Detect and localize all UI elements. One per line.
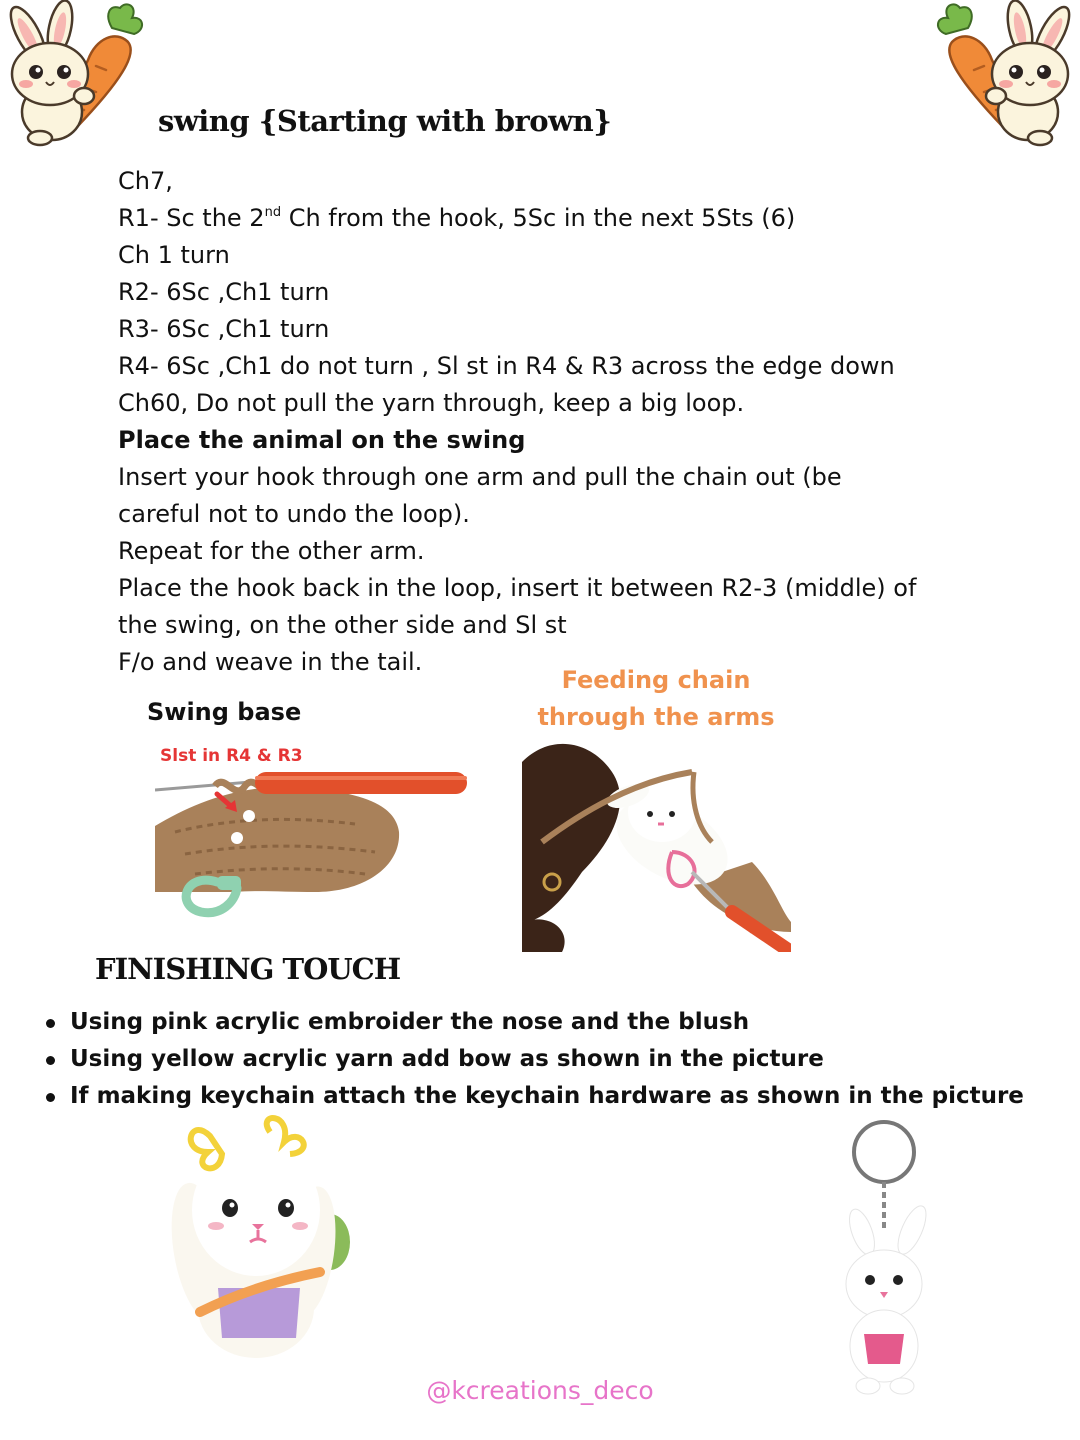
finishing-bullet-list bbox=[44, 1004, 1064, 1115]
bunny-keychain-illustration bbox=[822, 1112, 946, 1400]
finishing-bullet: If making keychain attach the keychain hardware as shown in the picture bbox=[44, 1078, 1064, 1115]
swing-instructions bbox=[118, 163, 998, 681]
feeding-chain-photo bbox=[522, 732, 791, 952]
instruction-line: R1- Sc the 2nd Ch from the hook, 5Sc in the next 5Sts (6) bbox=[118, 204, 796, 232]
finishing-bullet: Using pink acrylic embroider the nose and the blush bbox=[44, 1004, 1064, 1041]
swing-base-photo bbox=[155, 742, 467, 926]
instruction-line: Insert your hook through one arm and pull the chain out (be bbox=[118, 463, 842, 491]
bunny-keychain-photo bbox=[822, 1112, 946, 1400]
instruction-line: R4- 6Sc ,Ch1 do not turn , Sl st in R4 & R3 across the edge down bbox=[118, 352, 895, 380]
swing-base-caption: Swing base bbox=[147, 698, 302, 726]
swing-section-title: swing {Starting with brown} bbox=[158, 104, 612, 138]
instruction-subheading: Place the animal on the swing bbox=[118, 426, 526, 454]
finishing-bullet: Using yellow acrylic yarn add bow as shown in the picture bbox=[44, 1041, 1064, 1078]
instruction-line: R3- 6Sc ,Ch1 turn bbox=[118, 315, 330, 343]
instruction-line: careful not to undo the loop). bbox=[118, 500, 470, 528]
bunny-with-bow-illustration bbox=[160, 1112, 360, 1358]
swing-base-illustration bbox=[155, 742, 467, 926]
instruction-line: Repeat for the other arm. bbox=[118, 537, 425, 565]
creator-handle: @kcreations_deco bbox=[426, 1376, 654, 1405]
bunny-carrot-icon bbox=[930, 0, 1080, 150]
instruction-line: Place the hook back in the loop, insert it between R2-3 (middle) of bbox=[118, 574, 917, 602]
instruction-line: F/o and weave in the tail. bbox=[118, 648, 423, 676]
instruction-line: Ch60, Do not pull the yarn through, keep a big loop. bbox=[118, 389, 745, 417]
instruction-line: Ch 1 turn bbox=[118, 241, 230, 269]
instruction-line: Ch7, bbox=[118, 167, 173, 195]
bunny-carrot-icon bbox=[0, 0, 150, 150]
bunny-with-bow-photo bbox=[160, 1112, 360, 1358]
instruction-line: R2- 6Sc ,Ch1 turn bbox=[118, 278, 330, 306]
slst-annotation-label: Slst in R4 & R3 bbox=[160, 746, 303, 766]
finishing-section-title: FINISHING TOUCH bbox=[95, 952, 401, 986]
feeding-chain-caption: Feeding chain through the arms bbox=[537, 666, 775, 731]
instruction-line: the swing, on the other side and Sl st bbox=[118, 611, 567, 639]
feeding-chain-illustration bbox=[522, 732, 791, 952]
